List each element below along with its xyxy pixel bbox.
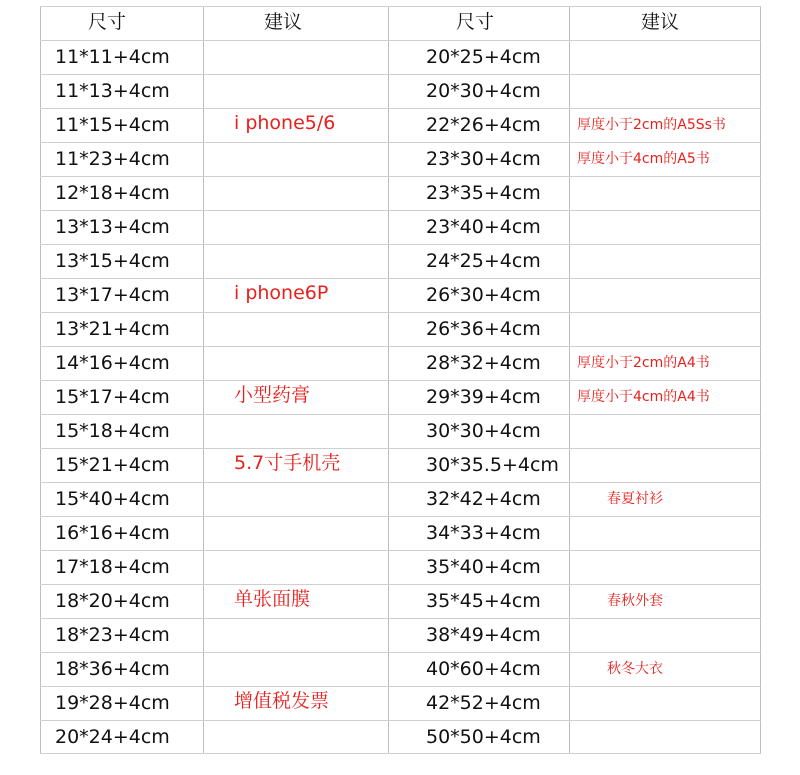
size-cell: 12*18+4cm [55,182,170,204]
size-cell: 14*16+4cm [55,352,170,374]
size-cell: 11*11+4cm [55,46,170,68]
size-cell: 13*17+4cm [55,284,170,306]
row-divider [40,448,761,449]
size-cell: 13*15+4cm [55,250,170,272]
suggestion-cell: 小型药膏 [234,384,311,406]
size-cell: 20*30+4cm [426,80,541,102]
row-divider [40,720,761,721]
row-divider [40,652,761,653]
row-divider [40,686,761,687]
row-divider [40,142,761,143]
size-cell: 23*30+4cm [426,148,541,170]
size-cell: 34*33+4cm [426,522,541,544]
suggestion-cell: 春夏衬衫 [607,491,663,507]
size-cell: 35*40+4cm [426,556,541,578]
size-cell: 30*35.5+4cm [426,454,559,476]
size-cell: 30*30+4cm [426,420,541,442]
row-divider [40,244,761,245]
size-cell: 29*39+4cm [426,386,541,408]
size-cell: 15*18+4cm [55,420,170,442]
size-cell: 18*23+4cm [55,624,170,646]
row-divider [40,380,761,381]
row-divider [40,74,761,75]
header-suggestion-right: 建议 [641,11,680,33]
header-size-right: 尺寸 [456,11,495,33]
size-cell: 11*13+4cm [55,80,170,102]
size-cell: 13*21+4cm [55,318,170,340]
size-cell: 26*36+4cm [426,318,541,340]
row-divider [40,346,761,347]
size-cell: 50*50+4cm [426,726,541,748]
row-divider [40,210,761,211]
size-cell: 40*60+4cm [426,658,541,680]
suggestion-cell: 5.7寸手机壳 [234,452,341,474]
size-cell: 20*25+4cm [426,46,541,68]
size-cell: 35*45+4cm [426,590,541,612]
size-cell: 16*16+4cm [55,522,170,544]
size-table [40,6,761,754]
suggestion-cell: 厚度小于4cm的A4书 [577,389,710,405]
row-divider [40,618,761,619]
size-cell: 28*32+4cm [426,352,541,374]
size-cell: 20*24+4cm [55,726,170,748]
suggestion-cell: i phone6P [234,282,329,304]
suggestion-cell: 厚度小于2cm的A4书 [577,355,710,371]
row-divider [40,278,761,279]
row-divider [40,176,761,177]
suggestion-cell: 增值税发票 [234,690,330,712]
size-cell: 18*36+4cm [55,658,170,680]
suggestion-cell: i phone5/6 [234,112,336,134]
size-cell: 15*40+4cm [55,488,170,510]
size-cell: 38*49+4cm [426,624,541,646]
header-suggestion-left: 建议 [264,11,303,33]
row-divider [40,550,761,551]
size-cell: 19*28+4cm [55,692,170,714]
size-cell: 15*21+4cm [55,454,170,476]
suggestion-cell: 秋冬大衣 [607,661,663,677]
size-cell: 32*42+4cm [426,488,541,510]
row-divider [40,414,761,415]
suggestion-cell: 单张面膜 [234,588,311,610]
size-cell: 23*40+4cm [426,216,541,238]
suggestion-cell: 春秋外套 [607,593,663,609]
size-cell: 17*18+4cm [55,556,170,578]
row-divider [40,516,761,517]
row-divider [40,312,761,313]
row-divider [40,6,761,7]
size-cell: 18*20+4cm [55,590,170,612]
suggestion-cell: 厚度小于4cm的A5书 [577,151,710,167]
size-cell: 42*52+4cm [426,692,541,714]
header-size-left: 尺寸 [88,11,127,33]
row-divider [40,482,761,483]
size-cell: 11*23+4cm [55,148,170,170]
size-cell: 23*35+4cm [426,182,541,204]
row-divider [40,584,761,585]
row-divider [40,40,761,41]
size-cell: 13*13+4cm [55,216,170,238]
size-cell: 26*30+4cm [426,284,541,306]
size-cell: 11*15+4cm [55,114,170,136]
suggestion-cell: 厚度小于2cm的A5Ss书 [577,117,726,133]
size-cell: 24*25+4cm [426,250,541,272]
size-cell: 22*26+4cm [426,114,541,136]
size-cell: 15*17+4cm [55,386,170,408]
row-divider [40,753,761,754]
row-divider [40,108,761,109]
